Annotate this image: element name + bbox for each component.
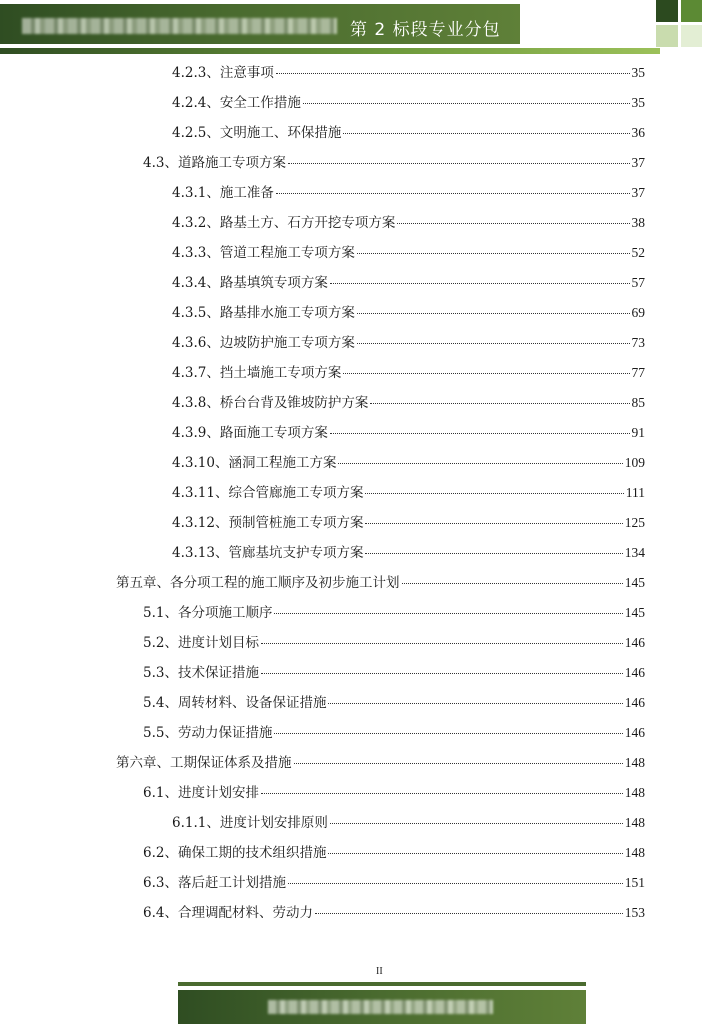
toc-entry-page: 69 [631,305,645,320]
toc-entry-label: 6.3、落后赶工计划措施 [143,875,286,891]
toc-entry-label: 4.3、道路施工专项方案 [143,155,286,171]
toc-leader-dots [288,869,623,884]
toc-entry[interactable] [172,272,645,292]
toc-leader-dots [315,899,623,914]
toc-entry[interactable] [143,692,645,712]
decor-square-icon [656,0,678,22]
toc-leader-dots [303,89,630,104]
toc-entry[interactable] [116,572,645,592]
toc-entry[interactable] [172,392,645,412]
toc-entry[interactable] [143,662,645,682]
toc-entry-page: 77 [631,365,645,380]
toc-entry-label: 6.1.1、进度计划安排原则 [172,815,328,831]
toc-entry-page: 146 [624,695,645,710]
toc-entry-page: 111 [625,485,645,500]
toc-leader-dots [343,359,629,374]
toc-entry[interactable] [143,782,645,802]
toc-entry[interactable] [143,722,645,742]
toc-entry-label: 4.3.9、路面施工专项方案 [172,425,328,441]
toc-leader-dots [402,569,623,584]
toc-entry-label: 4.3.11、综合管廊施工专项方案 [172,485,364,501]
toc-entry-label: 5.4、周转材料、设备保证措施 [143,695,327,711]
toc-leader-dots [365,509,622,524]
toc-entry-label: 5.2、进度计划目标 [143,635,259,651]
toc-entry-page: 38 [631,215,645,230]
toc-entry-label: 5.5、劳动力保证措施 [143,725,273,741]
toc-entry-page: 36 [631,125,645,140]
toc-leader-dots [261,779,623,794]
toc-leader-dots [288,149,630,164]
toc-entry-page: 57 [631,275,645,290]
toc-leader-dots [330,419,630,434]
toc-entry[interactable] [172,542,645,562]
toc-entry[interactable] [172,92,645,112]
toc-entry[interactable] [172,122,645,142]
footer-banner [178,990,586,1024]
toc-entry-page: 91 [631,425,645,440]
toc-entry[interactable] [172,482,645,502]
toc-entry-label: 6.1、进度计划安排 [143,785,259,801]
toc-leader-dots [343,119,629,134]
toc-entry-page: 125 [624,515,645,530]
toc-entry-page: 35 [631,95,645,110]
toc-entry-page: 52 [631,245,645,260]
header-underline [0,48,660,54]
decor-square-icon [681,25,702,47]
toc-entry-page: 145 [624,605,645,620]
toc-leader-dots [365,539,622,554]
toc-leader-dots [338,449,622,464]
toc-entry-page: 146 [624,725,645,740]
toc-entry-label: 第六章、工期保证体系及措施 [116,755,292,771]
toc-entry-label: 4.3.3、管道工程施工专项方案 [172,245,355,261]
header-title: 第 2 标段专业分包 [350,20,501,40]
toc-entry-page: 85 [631,395,645,410]
toc-entry[interactable] [143,902,645,922]
toc-entry-page: 153 [624,905,645,920]
toc-entry-page: 37 [631,155,645,170]
toc-entry-page: 148 [624,785,645,800]
toc-leader-dots [365,479,623,494]
toc-leader-dots [357,329,630,344]
toc-entry-page: 151 [624,875,645,890]
toc-entry[interactable] [172,242,645,262]
toc-entry-label: 4.3.8、桥台台背及锥坡防护方案 [172,395,369,411]
toc-entry[interactable] [172,812,645,832]
toc-entry-label: 4.2.4、安全工作措施 [172,95,301,111]
toc-entry[interactable] [143,152,645,172]
toc-entry[interactable] [172,212,645,232]
toc-entry-page: 73 [631,335,645,350]
toc-entry[interactable] [172,332,645,352]
toc-entry[interactable] [172,302,645,322]
toc-entry-label: 6.2、确保工期的技术组织措施 [143,845,327,861]
toc-entry-label: 4.3.5、路基排水施工专项方案 [172,305,355,321]
toc-leader-dots [357,239,630,254]
toc-entry-label: 4.3.2、路基土方、石方开挖专项方案 [172,215,396,231]
toc-entry-page: 146 [624,665,645,680]
toc-leader-dots [261,659,623,674]
toc-entry-page: 148 [624,755,645,770]
toc-leader-dots [330,809,623,824]
toc-entry-page: 148 [624,845,645,860]
toc-entry[interactable] [143,872,645,892]
toc-leader-dots [274,599,622,614]
toc-entry[interactable] [172,422,645,442]
toc-entry-label: 4.3.7、挡土墙施工专项方案 [172,365,342,381]
toc-entry-label: 5.3、技术保证措施 [143,665,259,681]
toc-entry-label: 第五章、各分项工程的施工顺序及初步施工计划 [116,575,400,591]
toc-entry-page: 146 [624,635,645,650]
toc-entry-label: 4.3.6、边坡防护施工专项方案 [172,335,355,351]
toc-entry-page: 148 [624,815,645,830]
toc-entry[interactable] [143,632,645,652]
decor-square-icon [681,0,702,22]
toc-entry[interactable] [143,842,645,862]
toc-entry[interactable] [172,182,645,202]
toc-entry-page: 37 [631,185,645,200]
toc-leader-dots [330,269,630,284]
toc-leader-dots [276,59,630,74]
toc-entry-label: 4.2.3、注意事项 [172,65,274,81]
toc-entry-label: 4.3.12、预制管桩施工专项方案 [172,515,364,531]
toc-leader-dots [261,629,623,644]
toc-entry-page: 35 [631,65,645,80]
toc-entry-label: 4.3.1、施工准备 [172,185,274,201]
blurred-footer-text [268,1000,493,1014]
toc-leader-dots [274,719,622,734]
blurred-company-name [22,18,337,34]
toc-leader-dots [294,749,623,764]
toc-leader-dots [328,839,622,854]
toc-entry-label: 5.1、各分项施工顺序 [143,605,273,621]
toc-leader-dots [328,689,622,704]
toc-entry-label: 4.3.4、路基填筑专项方案 [172,275,328,291]
toc-entry-label: 6.4、合理调配材料、劳动力 [143,905,313,921]
toc-leader-dots [276,179,630,194]
toc-entry[interactable] [172,362,645,382]
toc-entry[interactable] [172,512,645,532]
toc-leader-dots [397,209,629,224]
toc-entry[interactable] [172,452,645,472]
toc-entry[interactable] [116,752,645,772]
toc-entry[interactable] [172,62,645,82]
page-number: II [376,966,383,977]
header-banner [0,4,520,44]
toc-entry-label: 4.3.10、涵洞工程施工方案 [172,455,337,471]
decor-square-icon [656,25,678,47]
toc-entry-label: 4.3.13、管廊基坑支护专项方案 [172,545,364,561]
toc-entry[interactable] [143,602,645,622]
toc-entry-page: 109 [624,455,645,470]
toc-leader-dots [370,389,629,404]
toc-entry-page: 134 [624,545,645,560]
toc-entry-label: 4.2.5、文明施工、环保措施 [172,125,342,141]
toc-leader-dots [357,299,630,314]
toc-entry-page: 145 [624,575,645,590]
footer-rule [178,982,586,986]
